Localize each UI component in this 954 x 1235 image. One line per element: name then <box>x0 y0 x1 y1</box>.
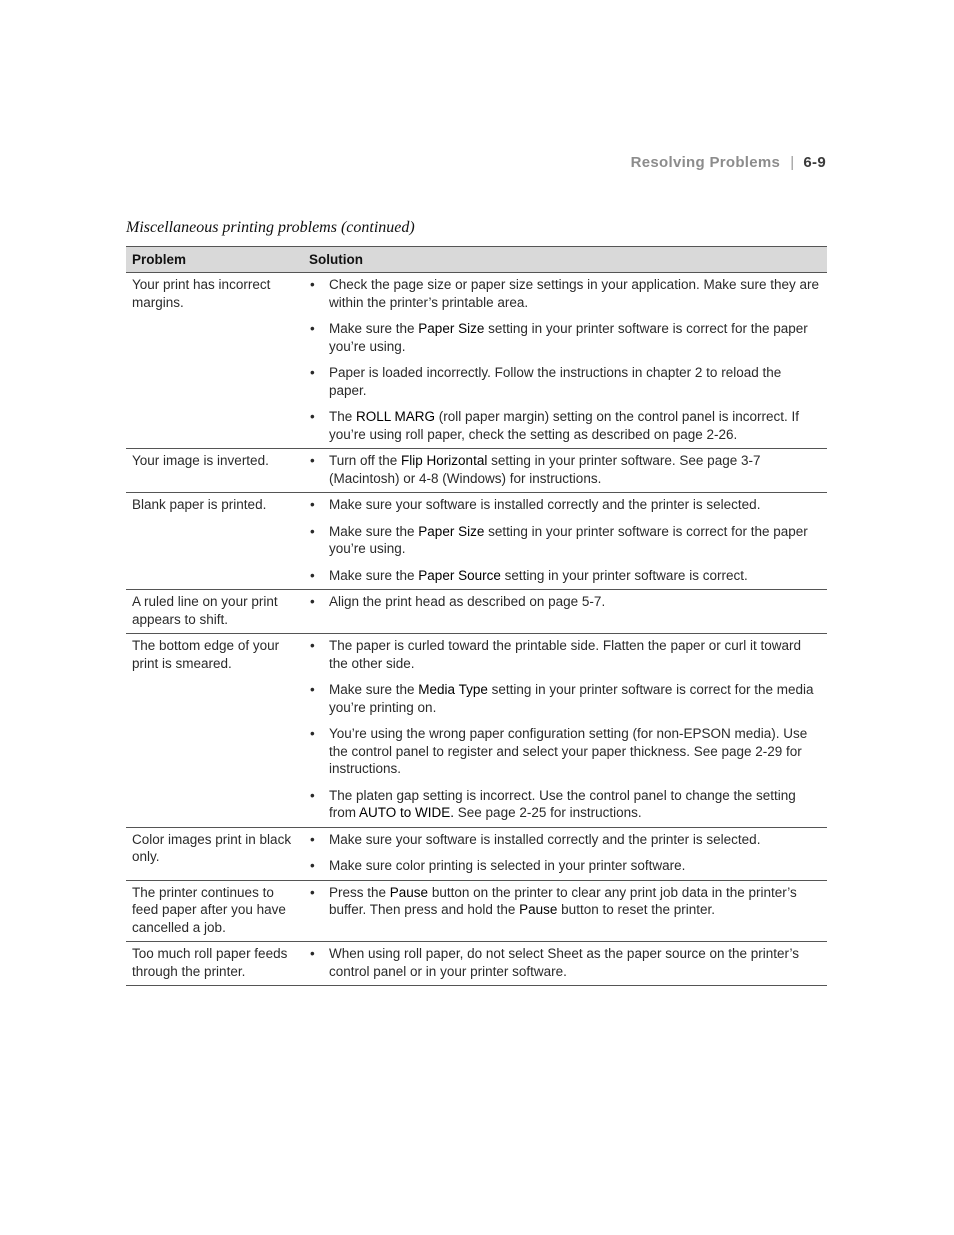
solution-list <box>309 637 821 822</box>
solution-text: button on the printer to clear any print job data in the printer’s buffer. Then press and hold the <box>329 884 797 917</box>
section-title: Resolving Problems <box>630 154 781 171</box>
bullet-icon: • <box>310 453 315 468</box>
solution-cell <box>303 493 827 590</box>
solution-list <box>309 496 821 584</box>
solution-item <box>309 496 821 514</box>
solution-item <box>309 681 821 716</box>
table-row <box>126 273 827 449</box>
solution-text: The platen gap setting is incorrect. Use the control panel to change the setting from <box>329 787 796 820</box>
bullet-icon: • <box>310 858 315 873</box>
solution-text: Align the print head as described on page 5-7. <box>329 594 606 609</box>
solution-text: You’re using the wrong paper configuration setting (for non-EPSON media). Use the control panel to register and select your paper thickness. See page 2-29 for instructions. <box>329 726 808 776</box>
solution-text: Press the <box>329 884 390 900</box>
solution-item <box>309 523 821 558</box>
table-caption: Miscellaneous printing problems (continued) <box>126 219 415 236</box>
solution-item <box>309 725 821 778</box>
table-body <box>126 273 827 986</box>
solution-item <box>309 884 821 919</box>
bullet-icon: • <box>310 682 315 697</box>
problem-cell: Your print has incorrect margins. <box>126 273 303 449</box>
bullet-icon: • <box>310 497 315 512</box>
solution-text: Make sure the <box>329 682 419 697</box>
table-header-row <box>126 247 827 273</box>
solution-cell <box>303 449 827 493</box>
setting-name: Media Type <box>418 682 488 697</box>
solution-item <box>309 857 821 875</box>
bullet-icon: • <box>310 409 315 424</box>
problem-cell: Your image is inverted. <box>126 449 303 493</box>
header-separator: | <box>790 154 795 171</box>
problems-table <box>126 246 827 986</box>
bullet-icon: • <box>310 831 315 847</box>
solution-text: Paper is loaded incorrectly. Follow the instructions in chapter 2 to reload the paper. <box>329 365 782 398</box>
problems-table-container <box>126 246 827 986</box>
table-row <box>126 827 827 880</box>
solution-text: setting in your printer software is correct for the paper you’re using. <box>329 321 808 354</box>
problem-cell: Too much roll paper feeds through the printer. <box>126 942 303 986</box>
column-header-solution: Solution <box>303 247 827 273</box>
solution-text: Turn off the <box>329 453 402 468</box>
solution-cell <box>303 273 827 449</box>
setting-name: Pause <box>519 902 558 917</box>
solution-text: Make sure your software is installed correctly and the printer is selected. <box>329 497 761 512</box>
solution-list <box>309 276 821 443</box>
solution-item <box>309 831 821 849</box>
solution-text: See page 2-25 for instructions. <box>454 805 642 820</box>
table-row <box>126 449 827 493</box>
problem-cell: Blank paper is printed. <box>126 493 303 590</box>
solution-list <box>309 593 821 611</box>
solution-text: Check the page size or paper size settings in your application. Make sure they are within the printer’s printable area. <box>329 277 820 310</box>
setting-name: Flip Horizontal <box>401 453 488 468</box>
table-row <box>126 634 827 828</box>
solution-text: Make sure the <box>329 567 419 583</box>
bullet-icon: • <box>310 567 315 583</box>
column-header-problem: Problem <box>126 247 303 273</box>
solution-item <box>309 320 821 355</box>
bullet-icon: • <box>310 726 315 741</box>
solution-item <box>309 364 821 399</box>
solution-cell <box>303 827 827 880</box>
problem-cell: The bottom edge of your print is smeared. <box>126 634 303 828</box>
bullet-icon: • <box>310 638 315 653</box>
problem-cell: The printer continues to feed paper after you have cancelled a job. <box>126 880 303 942</box>
solution-list <box>309 831 821 875</box>
problem-cell: A ruled line on your print appears to shift. <box>126 590 303 634</box>
solution-text: Make sure the <box>329 523 419 539</box>
solution-cell <box>303 942 827 986</box>
solution-text: setting in your printer software is correct. <box>500 567 748 583</box>
solution-cell <box>303 880 827 942</box>
setting-name: AUTO to WIDE. <box>359 805 455 820</box>
solution-item <box>309 408 821 443</box>
table-row <box>126 880 827 942</box>
table-row <box>126 942 827 986</box>
bullet-icon: • <box>310 365 315 380</box>
setting-name: Paper Size <box>418 321 485 336</box>
solution-text: setting in your printer software is correct for the paper you’re using. <box>329 523 808 556</box>
solution-text: The paper is curled toward the printable side. Flatten the paper or curl it toward the other side. <box>329 638 801 671</box>
solution-list <box>309 884 821 919</box>
solution-item <box>309 276 821 311</box>
bullet-icon: • <box>310 787 315 803</box>
solution-text: button to reset the printer. <box>557 902 716 917</box>
problem-cell: Color images print in black only. <box>126 827 303 880</box>
setting-name: Paper Size <box>418 523 485 539</box>
solution-item <box>309 637 821 672</box>
solution-item <box>309 593 821 611</box>
table-row <box>126 590 827 634</box>
bullet-icon: • <box>310 594 315 609</box>
solution-text: setting in your printer software is correct for the media you’re printing on. <box>329 682 814 715</box>
bullet-icon: • <box>310 946 315 961</box>
solution-text: Make sure color printing is selected in your printer software. <box>329 858 686 873</box>
solution-text: The <box>329 409 357 424</box>
running-header <box>631 154 826 171</box>
setting-name: ROLL MARG <box>356 409 436 424</box>
solution-cell <box>303 634 827 828</box>
setting-name: Pause <box>389 884 429 900</box>
table-row <box>126 493 827 590</box>
solution-list <box>309 945 821 980</box>
page-number: 6-9 <box>803 154 826 171</box>
solution-item <box>309 452 821 487</box>
solution-item <box>309 787 821 822</box>
bullet-icon: • <box>310 277 315 292</box>
solution-text: (roll paper margin) setting on the control panel is incorrect. If you’re using roll paper, check the setting as described on page 2-26. <box>329 409 799 442</box>
solution-cell <box>303 590 827 634</box>
bullet-icon: • <box>310 884 315 900</box>
solution-item <box>309 567 821 585</box>
setting-name: Paper Source <box>418 567 501 583</box>
solution-text: When using roll paper, do not select Sheet as the paper source on the printer’s control panel or in your printer software. <box>329 946 800 979</box>
solution-text: Make sure the <box>329 321 419 336</box>
solution-text: Make sure your software is installed correctly and the printer is selected. <box>329 831 761 847</box>
solution-list <box>309 452 821 487</box>
solution-item <box>309 945 821 980</box>
solution-text: setting in your printer software. See page 3-7 (Macintosh) or 4-8 (Windows) for instructions. <box>329 453 761 486</box>
bullet-icon: • <box>310 321 315 336</box>
bullet-icon: • <box>310 523 315 539</box>
